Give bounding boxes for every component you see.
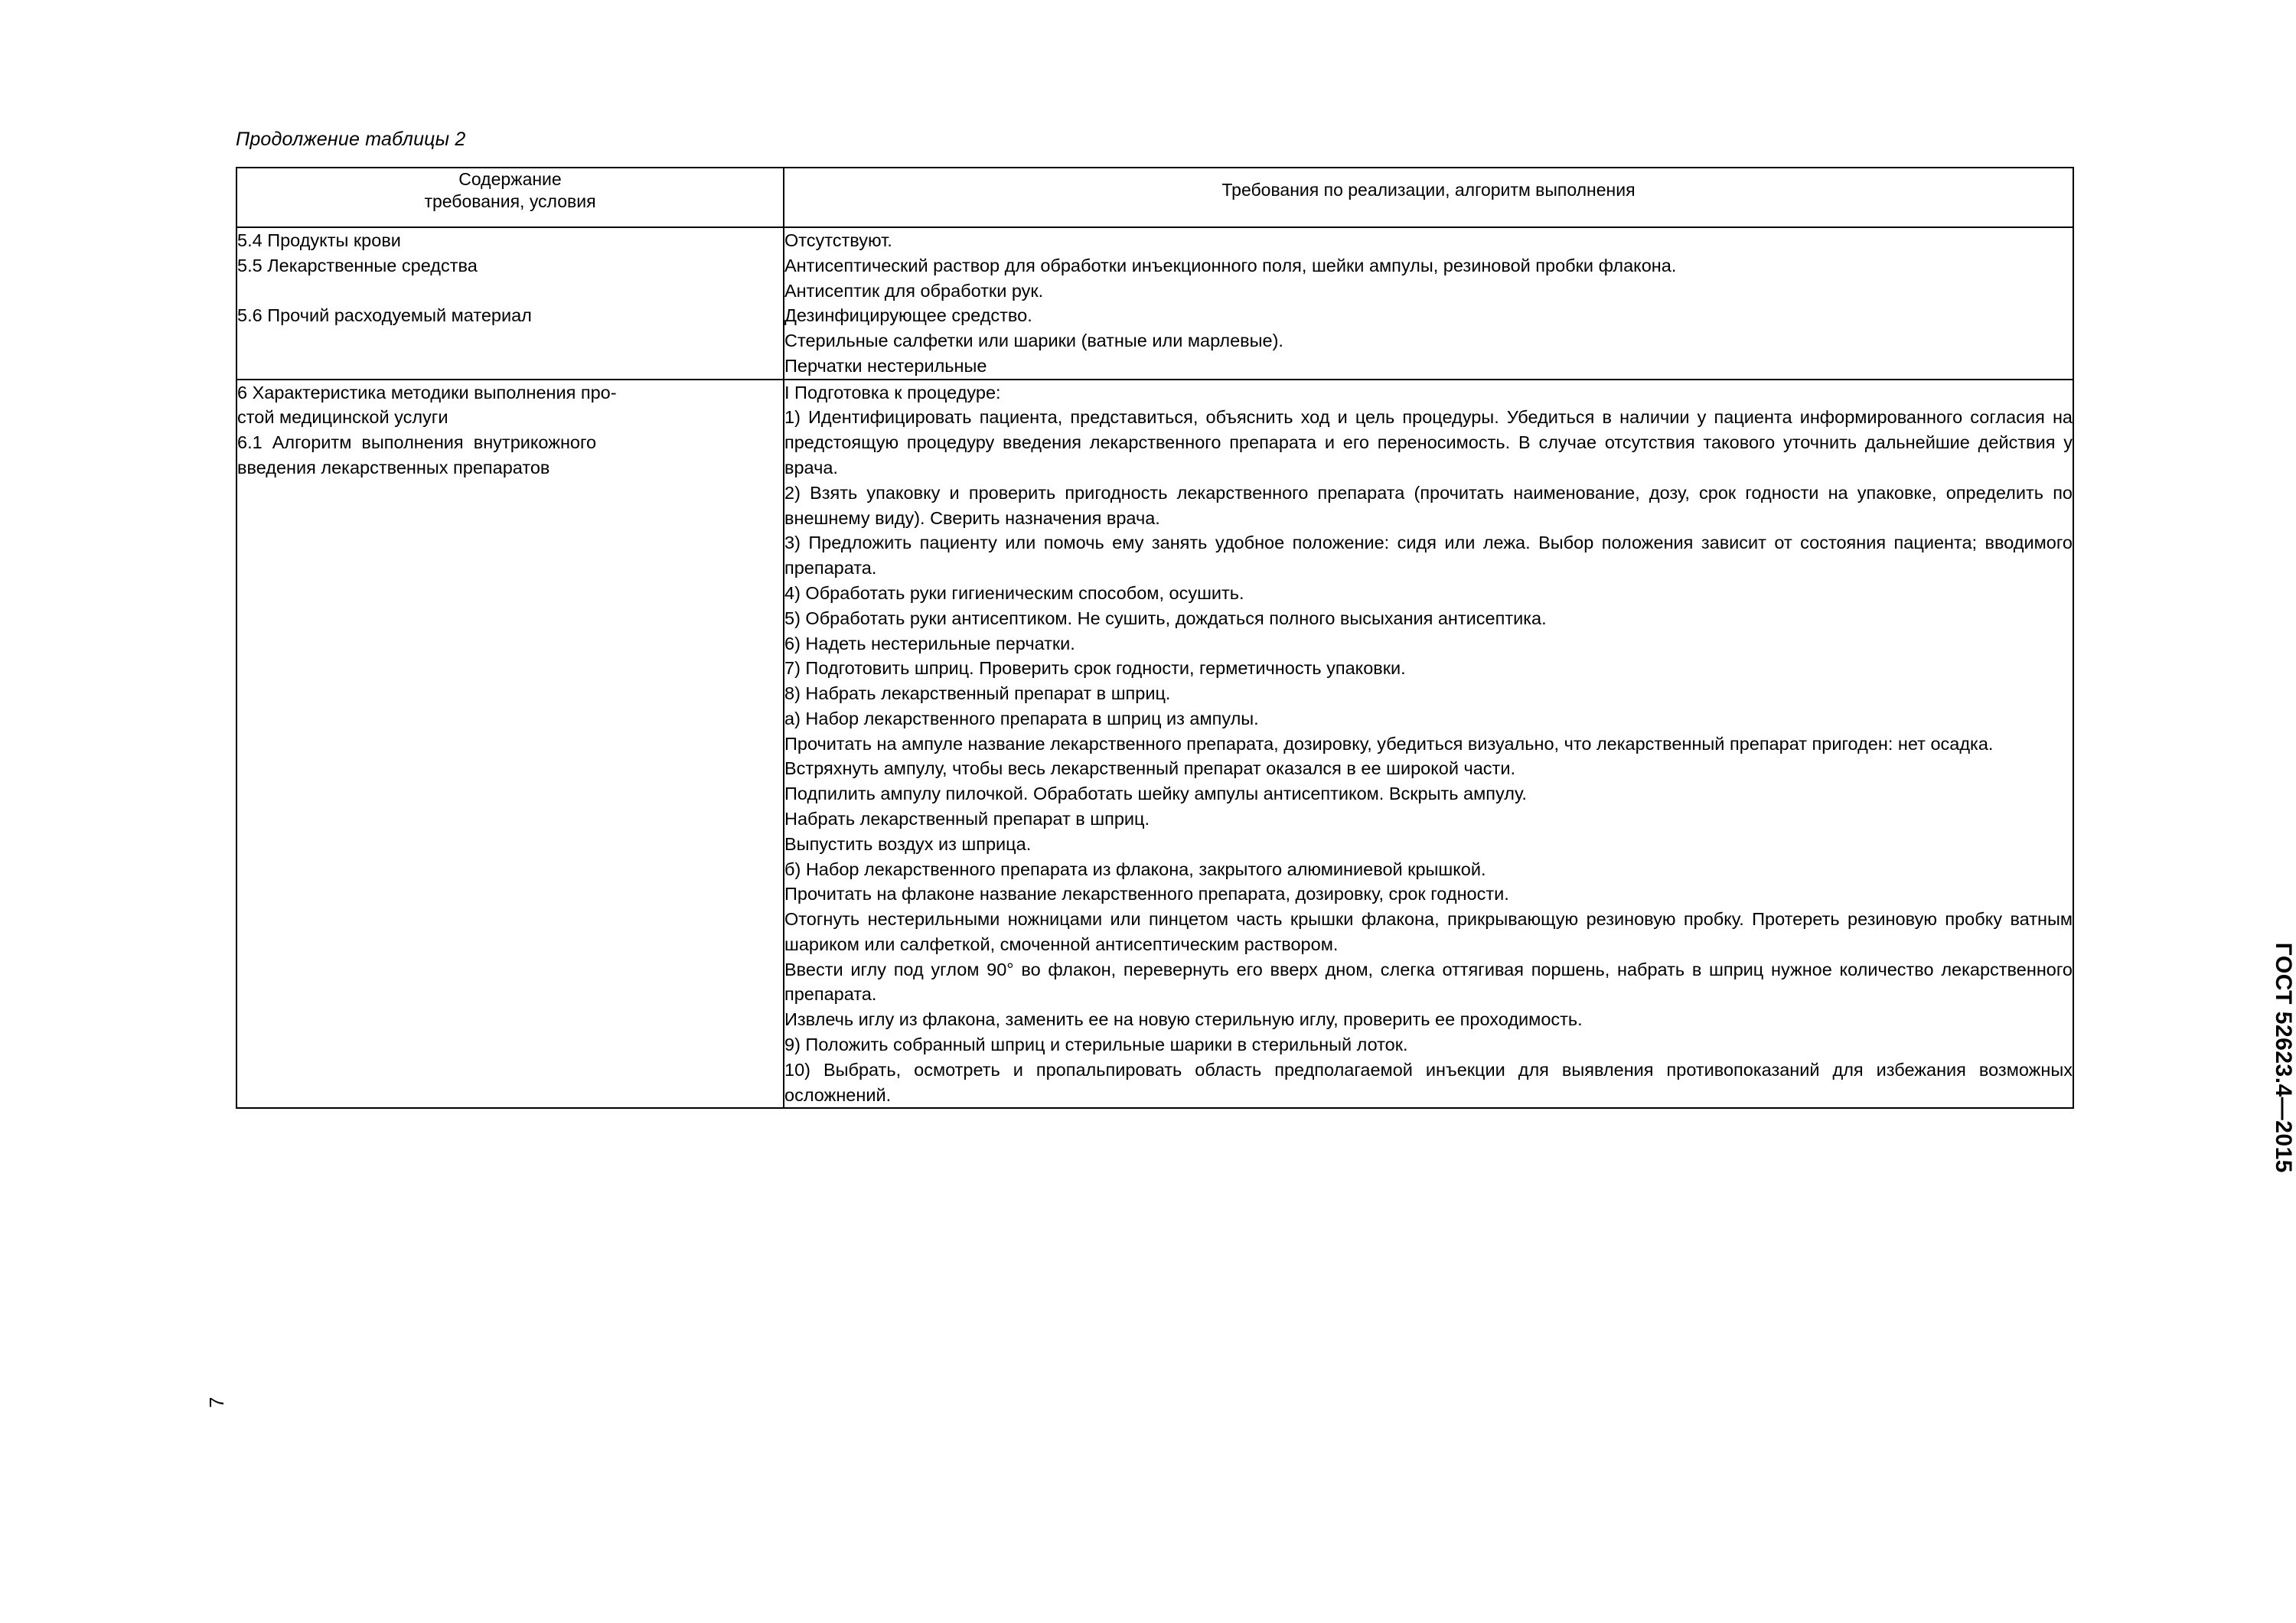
list-item: 7) Подготовить шприц. Проверить срок годности, герметичность упаковки. (784, 658, 1406, 679)
requirements-table (236, 167, 2074, 1109)
list-item: Стерильные салфетки или шарики (ватные или марлевые). (784, 331, 1283, 351)
list-item: Перчатки нестерильные (784, 355, 987, 376)
list-item: 9) Положить собранный шприц и стерильные шарики в стерильный лоток. (784, 1035, 1408, 1054)
column-header-content (236, 168, 784, 227)
list-item: 2) Взять упаковку и проверить пригодность лекарственного препарата (прочитать наименование, дозу, срок годности на упаковке, определить по внешнему виду). Сверить назначения врача. (784, 482, 2073, 528)
row-1-requirements-cell (784, 227, 2073, 380)
list-item: 5.4 Продукты крови (237, 230, 401, 250)
list-item: а) Набор лекарственного препарата в шприц из ампулы. (784, 708, 1259, 728)
list-item: Извлечь иглу из флакона, заменить ее на новую стерильную иглу, проверить ее проходимость. (784, 1009, 1583, 1030)
list-item: 4) Обработать руки гигиеническим способом, осушить. (784, 582, 1244, 603)
row-2-content-cell (236, 380, 784, 1109)
list-item: 10) Выбрать, осмотреть и пропальпировать область предполагаемой инъекции для выявления противопоказаний для избежания возможных осложнений. (784, 1059, 2073, 1105)
list-item: 3) Предложить пациенту или помочь ему занять удобное положение: сидя или лежа. Выбор положения зависит от состояния пациента; вводимого препарата. (784, 533, 2073, 578)
list-item: 6 Характеристика методики выполнения про- (237, 382, 617, 402)
list-item: Прочитать на ампуле название лекарственного препарата, дозировку, убедиться визуально, что лекарственный препарат пригоден: нет осадка. (784, 733, 1994, 754)
row-1-content-cell (236, 227, 784, 380)
list-item: Встряхнуть ампулу, чтобы весь лекарственный препарат оказался в ее широкой части. (784, 758, 1515, 779)
list-item: введения лекарственных препаратов (237, 458, 550, 478)
table-continuation-title: Продолжение таблицы 2 (236, 129, 466, 150)
column-header-content-line1: Содержание (458, 169, 562, 189)
list-item: 6) Надеть нестерильные перчатки. (784, 633, 1075, 653)
row-2-requirements-cell (784, 380, 2073, 1109)
list-item: Набрать лекарственный препарат в шприц. (784, 808, 1150, 829)
table-row (236, 380, 2073, 1109)
list-item: 6.1 Алгоритм выполнения внутрикожного (237, 432, 597, 453)
section-heading: I Подготовка к процедуре: (784, 382, 1001, 402)
list-item: стой медицинской услуги (237, 407, 448, 428)
table-header (236, 168, 2073, 227)
list-item: Выпустить воздух из шприца. (784, 833, 1032, 854)
standard-number-sidebar: ГОСТ 52623.4—2015 (2271, 942, 2296, 1173)
list-item: Ввести иглу под углом 90° во флакон, перевернуть его вверх дном, слегка оттягивая поршень, набрать в шприц нужное количество лекарственного препарата. (784, 959, 2073, 1005)
column-header-requirements-line1: Требования по реализации, алгоритм выполнения (1221, 180, 1636, 200)
page-number: 7 (205, 1396, 228, 1408)
list-item: Подпилить ампулу пилочкой. Обработать шейку ампулы антисептиком. Вскрыть ампулу. (784, 784, 1527, 804)
list-item: Антисептик для обработки рук. (784, 280, 1044, 301)
list-item: 5.5 Лекарственные средства (237, 255, 478, 275)
column-header-requirements (784, 168, 2073, 227)
spacer-line (237, 279, 783, 304)
list-item: Отогнуть нестерильными ножницами или пинцетом часть крышки флакона, прикрывающую резиновую пробку. Протереть резиновую пробку ватным шариком или салфеткой, смоченной антисептическим раствором. (784, 909, 2073, 954)
table-row (236, 227, 2073, 380)
table-body (236, 227, 2073, 1108)
list-item: Прочитать на флаконе название лекарственного препарата, дозировку, срок годности. (784, 884, 1509, 904)
list-item: 1) Идентифицировать пациента, представиться, объяснить ход и цель процедуры. Убедиться в наличии у пациента информированного согласия на предстоящую процедуру введения лекарственного препарата и его переносимость. В случае отсутствия такового уточнить дальнейшие действия у врача. (784, 407, 2073, 478)
list-item: Антисептический раствор для обработки инъекционного поля, шейки ампулы, резиновой пробки флакона. (784, 255, 1677, 275)
list-item: Отсутствуют. (784, 230, 892, 250)
table-header-row (236, 168, 2073, 227)
column-header-content-line2: требования, условия (424, 191, 596, 212)
list-item: б) Набор лекарственного препарата из флакона, закрытого алюминиевой крышкой. (784, 859, 1486, 879)
list-item: 8) Набрать лекарственный препарат в шприц. (784, 683, 1171, 704)
list-item: 5.6 Прочий расходуемый материал (237, 305, 532, 326)
list-item: Дезинфицирующее средство. (784, 305, 1032, 326)
list-item: 5) Обработать руки антисептиком. Не сушить, дождаться полного высыхания антисептика. (784, 608, 1547, 628)
